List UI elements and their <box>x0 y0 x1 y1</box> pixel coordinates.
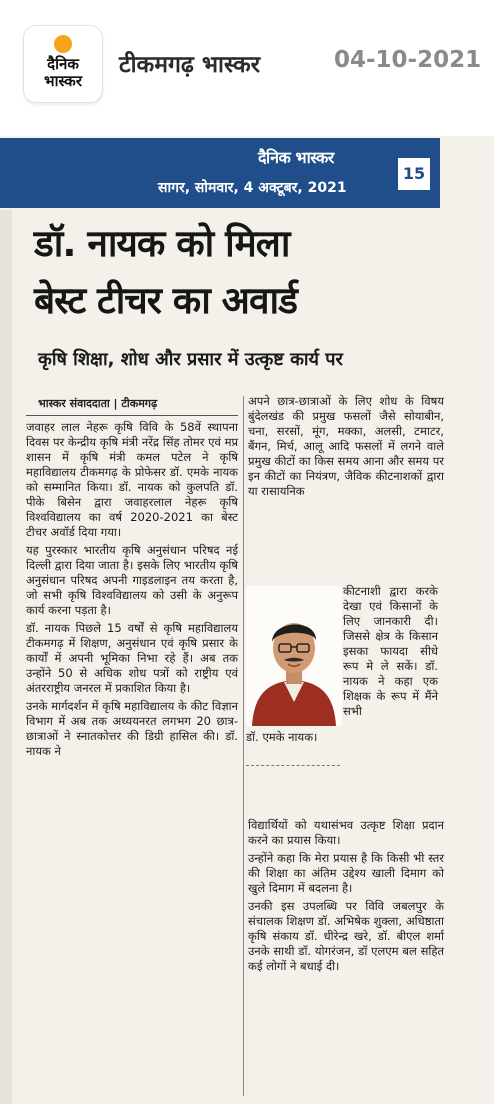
paragraph: कीटनाशी द्वारा करके देखा एवं किसानों के लिए जानकारी दी। जिससे क्षेत्र के किसान इसका फायदा सीधे रूप मे ले सकें। डॉ. नायक ने कहा एक शिक्षक के रूप में मैंने सभी <box>343 584 438 718</box>
paragraph: उन्होंने कहा कि मेरा प्रयास है कि किसी भी स्तर की शिक्षा का अंतिम उद्देश्य खाली दिमाग को खुले दिमाग में बदलना है। <box>248 851 444 895</box>
right-column-top <box>248 394 444 502</box>
logo-line-2: भास्कर <box>44 72 82 90</box>
headline-line-1: डॉ. नायक को मिला <box>34 222 290 265</box>
subheadline: कृषि शिक्षा, शोध और प्रसार में उत्कृष्ट कार्य पर <box>38 349 343 370</box>
masthead-bar <box>0 138 440 208</box>
byline-rule <box>26 415 238 416</box>
right-column-bottom <box>248 818 444 977</box>
caption-rule <box>246 765 340 766</box>
masthead-paper-name: दैनिक भास्कर <box>258 148 334 167</box>
post-date: 04-10-2021 <box>334 47 482 73</box>
paragraph: अपने छात्र-छात्राओं के लिए शोध के विषय बुंदेलखंड की प्रमुख फसलों जैसे सोयाबीन, चना, सरसों, मूंग, मक्का, अलसी, टमाटर, बैंगन, मिर्च, आलू आदि फसलों में लगने वाले प्रमुख कीटों का किस समय आना और समय पर इन कीटों का नियंत्रण, जैविक कीटनाशकों द्वारा या रासायनिक <box>248 394 444 498</box>
byline: भास्कर संवाददाता | टीकमगढ़ <box>38 397 158 410</box>
paragraph: उनकी इस उपलब्धि पर विवि जबलपुर के संचालक शिक्षण डॉ. अभिषेक शुक्ला, अधिष्ठाता कृषि संकाय डॉ. धीरेन्द्र खरे, डॉ. बीएल शर्मा उनके साथी डॉ. योगरंजन, डॉ एलएम बल सहित कई लोगों ने बधाई दी। <box>248 899 444 973</box>
column-divider <box>243 396 244 1096</box>
adjacent-column-edge <box>0 210 12 1104</box>
paragraph: यह पुरस्कार भारतीय कृषि अनुसंधान परिषद नई दिल्ली द्वारा दिया जाता है। इसके लिए भारतीय कृषि अनुसंधान परिषद अपनी गाइडलाइन तय करता है, जो सभी कृषि विश्वविद्यालय को उसी के अनुरूप कार्य करना पड़ता है। <box>26 543 238 617</box>
paragraph: उनके मार्गदर्शन में कृषि महाविद्यालय के कीट विज्ञान विभाग में अब तक अध्ययनरत लगभग 20 छात्र-छात्राओं ने स्नातकोत्तर की डिग्री हासिल की। डॉ. नायक ने <box>26 699 238 758</box>
paragraph: विद्यार्थियों को यथासंभव उत्कृष्ट शिक्षा प्रदान करने का प्रयास किया। <box>248 818 444 847</box>
page-number: 15 <box>398 158 430 190</box>
edition-title[interactable]: टीकमगढ़ भास्कर <box>119 52 261 78</box>
post-header <box>0 0 494 130</box>
masthead-date-line: सागर, सोमवार, 4 अक्टूबर, 2021 <box>158 180 347 196</box>
photo-caption: डॉ. एमके नायक। <box>246 730 318 744</box>
sun-icon <box>54 35 72 53</box>
paragraph: जवाहर लाल नेहरू कृषि विवि के 58वें स्थापना दिवस पर केन्द्रीय कृषि मंत्री नरेंद्र सिंह तोमर एवं मप्र शासन में कृषि मंत्री कमल पटेल ने कृषि महाविद्यालय टीकमगढ़ के प्रोफेसर डॉ. एमके नायक को सम्मानित किया। डॉ. नायक को कुलपति डॉ. पीके बिसेन द्वारा जवाहरलाल नेहरू कृषि विश्वविद्यालय का वर्ष 2020-2021 का बेस्ट टीचर अवॉर्ड दिया गया। <box>26 420 238 539</box>
logo-line-1: दैनिक <box>47 55 79 73</box>
left-column <box>26 420 238 762</box>
portrait-illustration <box>246 586 342 726</box>
right-column-beside-photo <box>343 584 438 722</box>
paragraph: डॉ. नायक पिछले 15 वर्षों से कृषि महाविद्यालय टीकमगढ़ में शिक्षण, अनुसंधान एवं कृषि प्रसार के कार्यों में अपनी भूमिका निभा रहे हैं। अब तक उन्होंने 50 से अधिक शोध पत्रों को राष्ट्रीय एवं अंतरराष्ट्रीय जनरल में प्रकाशित किया है। <box>26 621 238 695</box>
author-photo <box>246 586 342 726</box>
headline-line-2: बेस्ट टीचर का अवार्ड <box>34 279 297 322</box>
dainik-bhaskar-logo[interactable] <box>24 26 102 102</box>
